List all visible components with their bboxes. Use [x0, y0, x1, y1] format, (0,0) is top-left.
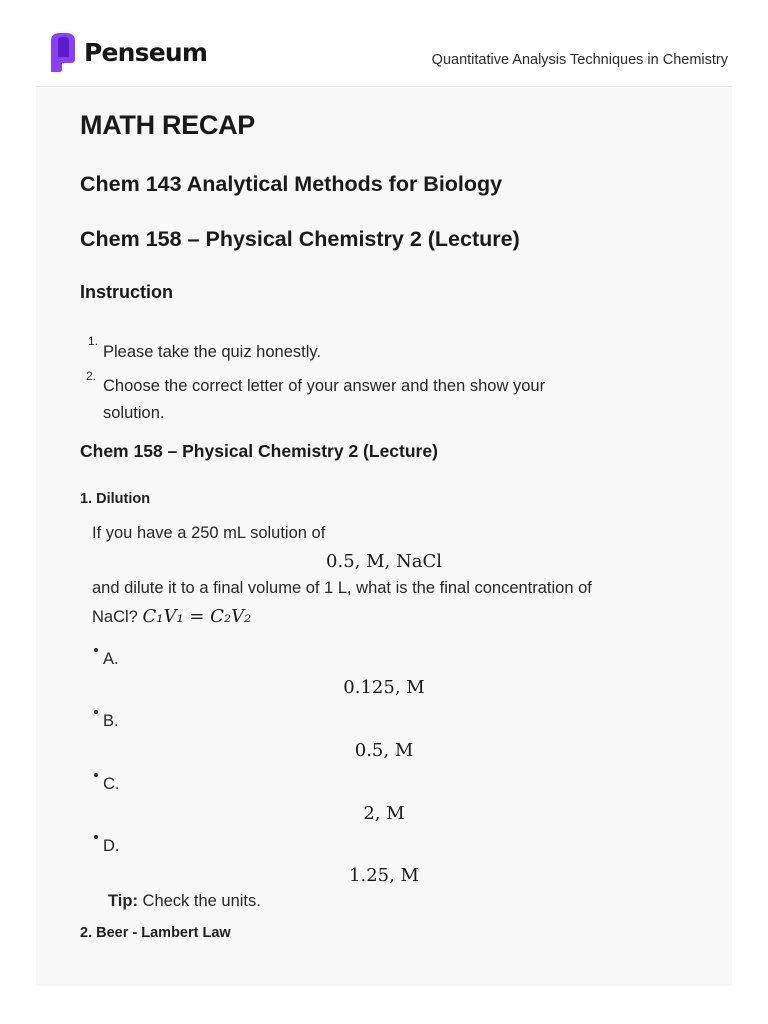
- tip-text: Check the units.: [137, 892, 261, 910]
- bullet-icon: [94, 710, 98, 714]
- list-marker: 1.: [88, 334, 99, 348]
- brand-name: Penseum: [84, 37, 208, 67]
- option-label: D.: [103, 837, 120, 855]
- bullet-icon: [94, 648, 98, 652]
- dilution-formula: C₁V₁ = C₂V₂: [142, 606, 252, 627]
- page-title: MATH RECAP: [80, 110, 255, 140]
- bullet-icon: [94, 773, 98, 777]
- question-stem-continuation: and dilute it to a final volume of 1 L, what is the final concentration of: [92, 579, 592, 597]
- penseum-logo-icon: [48, 31, 78, 73]
- section-heading: Chem 158 – Physical Chemistry 2 (Lecture): [80, 441, 438, 461]
- penseum-logo[interactable]: [48, 31, 207, 73]
- site-header: [36, 0, 732, 87]
- instruction-item: Choose the correct letter of your answer and then show your: [103, 377, 546, 395]
- course-heading-2: Chem 158 – Physical Chemistry 2 (Lecture): [80, 227, 520, 251]
- document-title: Quantitative Analysis Techniques in Chemistry: [431, 52, 728, 68]
- option-value: 2, M: [363, 803, 405, 824]
- course-heading-1: Chem 143 Analytical Methods for Biology: [80, 172, 503, 196]
- question-title: 2. Beer - Lambert Law: [80, 925, 231, 941]
- tip-label: Tip:: [108, 892, 138, 910]
- question-stem-text: NaCl?: [92, 608, 138, 626]
- option-label: B.: [103, 712, 119, 730]
- option-label: A.: [103, 650, 119, 668]
- option-value: 0.125, M: [343, 677, 425, 698]
- instruction-heading: Instruction: [80, 282, 173, 302]
- list-marker: 2.: [86, 369, 97, 383]
- instruction-item: Please take the quiz honestly.: [103, 343, 321, 361]
- question-stem-formula-line: [92, 606, 251, 627]
- option-value: 1.25, M: [349, 865, 419, 886]
- bullet-icon: [94, 835, 98, 839]
- option-value: 0.5, M: [354, 740, 414, 761]
- question-title: 1. Dilution: [80, 491, 151, 507]
- question-stem-math: 0.5, M, NaCl: [326, 551, 442, 572]
- document-page: [36, 88, 732, 986]
- option-label: C.: [103, 775, 120, 793]
- instruction-item-continuation: solution.: [103, 404, 165, 422]
- question-stem: If you have a 250 mL solution of: [92, 524, 326, 542]
- tip: [108, 892, 261, 911]
